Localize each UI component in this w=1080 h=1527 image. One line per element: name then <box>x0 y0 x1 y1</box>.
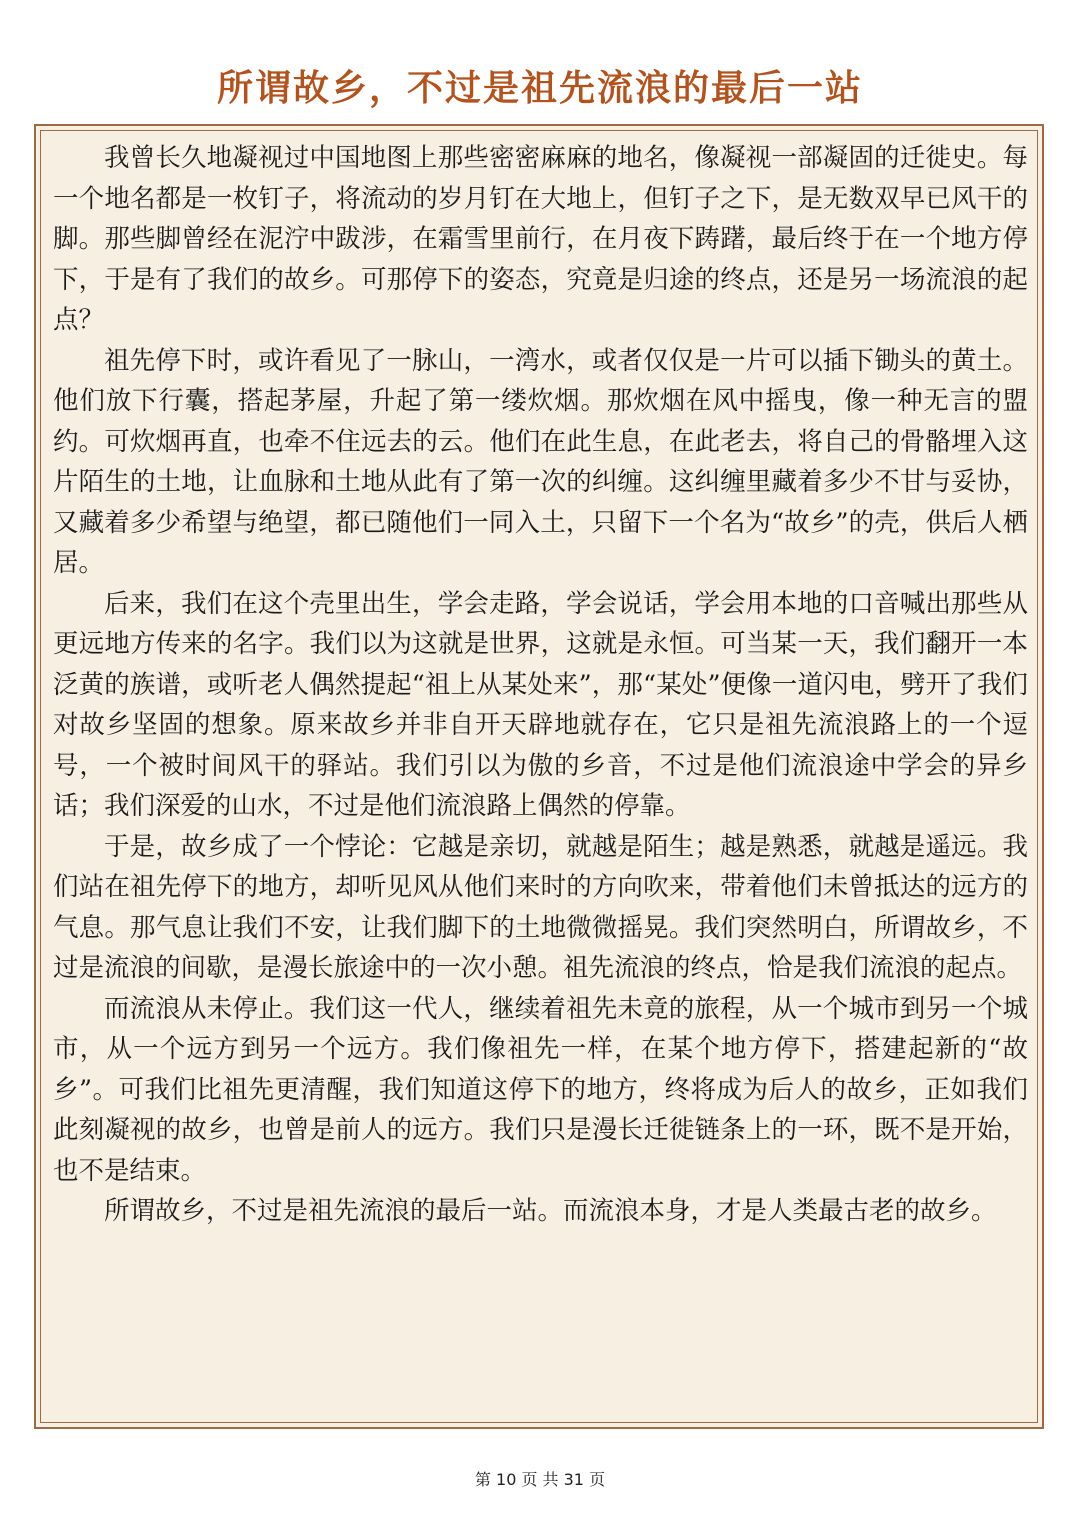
page-number: 第 10 页 共 31 页 <box>474 1470 606 1489</box>
paragraph: 所谓故乡，不过是祖先流浪的最后一站。而流浪本身，才是人类最古老的故乡。 <box>104 1196 997 1226</box>
paragraph: 而流浪从未停止。我们这一代人，继续着祖先未竟的旅程，从一个城市到另一个城市，从一个远方到另一个远方。我们像祖先一样，在某个地方停下，搭建起新的“故乡”。可我们比祖先更清醒，我们知道这停下的地方，终将成为后人的故乡，正如我们此刻凝视的故乡，也曾是前人的远方。我们只是漫长迁徙链条上的一环，既不是开始，也不是结束。 <box>53 993 1028 1186</box>
paragraph: 后来，我们在这个壳里出生，学会走路，学会说话，学会用本地的口音喊出那些从更远地方传来的名字。我们以为这就是世界，这就是永恒。可当某一天，我们翻开一本泛黄的族谱，或听老人偶然提起“祖上从某处来”，那“某处”便像一道闪电，劈开了我们对故乡坚固的想象。原来故乡并非自开天辟地就存在，它只是祖先流浪路上的一个逗号，一个被时间风干的驿站。我们引以为傲的乡音，不过是他们流浪途中学会的异乡话；我们深爱的山水，不过是他们流浪路上偶然的停靠。 <box>53 588 1028 821</box>
page-title: 所谓故乡，不过是祖先流浪的最后一站 <box>216 67 863 109</box>
paragraph: 祖先停下时，或许看见了一脉山，一湾水，或者仅仅是一片可以插下锄头的黄土。他们放下行囊，搭起茅屋，升起了第一缕炊烟。那炊烟在风中摇曳，像一种无言的盟约。可炊烟再直，也牵不住远去的云。他们在此生息，在此老去，将自己的骨骼埋入这片陌生的土地，让血脉和土地从此有了第一次的纠缠。这纠缠里藏着多少不甘与妥协，又藏着多少希望与绝望，都已随他们一同入土，只留下一个名为“故乡”的壳，供后人栖居。 <box>53 345 1028 578</box>
article-body <box>53 138 1028 1232</box>
paragraph: 于是，故乡成了一个悖论：它越是亲切，就越是陌生；越是熟悉，就越是遥远。我们站在祖先停下的地方，却听见风从他们来时的方向吹来，带着他们未曾抵达的远方的气息。那气息让我们不安，让我们脚下的土地微微摇晃。我们突然明白，所谓故乡，不过是流浪的间歇，是漫长旅途中的一次小憩。祖先流浪的终点，恰是我们流浪的起点。 <box>53 831 1028 983</box>
paragraph: 我曾长久地凝视过中国地图上那些密密麻麻的地名，像凝视一部凝固的迁徙史。每一个地名都是一枚钉子，将流动的岁月钉在大地上，但钉子之下，是无数双早已风干的脚。那些脚曾经在泥泞中跋涉，在霜雪里前行，在月夜下踌躇，最后终于在一个地方停下，于是有了我们的故乡。可那停下的姿态，究竟是归途的终点，还是另一场流浪的起点？ <box>53 143 1028 335</box>
